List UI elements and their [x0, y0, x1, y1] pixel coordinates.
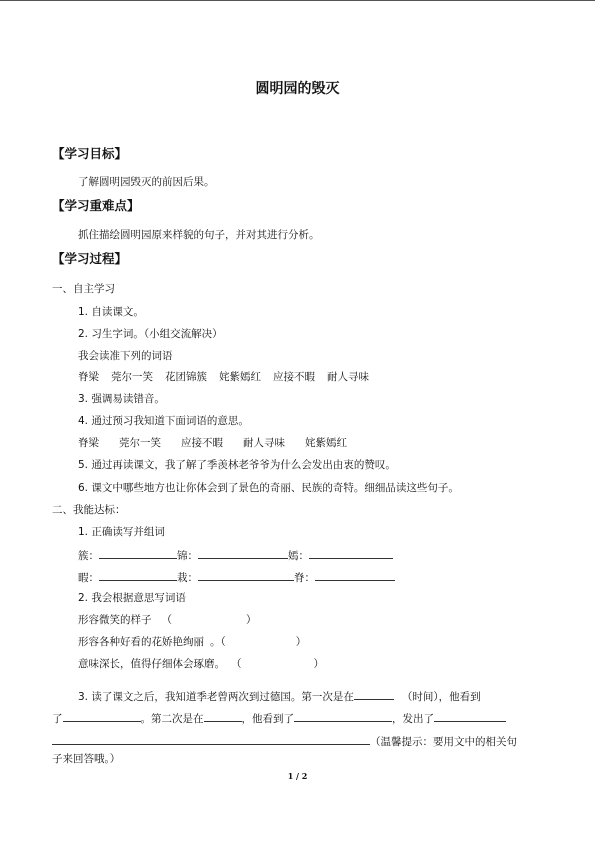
part2-heading: 二、我能达标： [52, 504, 126, 516]
word: 应接不暇 [181, 437, 223, 449]
key-text: 抓住描绘圆明园原来样貌的句子，并对其进行分析。 [78, 229, 320, 241]
answer-blank[interactable] [204, 710, 242, 722]
answer-blank[interactable] [99, 547, 177, 559]
question-text: ，他看到了 [241, 713, 294, 725]
meaning-text: 形容微笑的样子 [78, 614, 152, 626]
word: 耐人寻味 [243, 437, 285, 449]
question-2: 2. 我会根据意思写词语 [78, 592, 186, 604]
period: 。 [210, 636, 221, 648]
item-1: 1. 自读课文。 [78, 306, 144, 318]
word: 脊梁 [78, 371, 99, 383]
answer-blank[interactable] [63, 710, 141, 722]
item-3: 3. 强调易读错音。 [78, 393, 165, 405]
word: 莞尔一笑 [111, 371, 153, 383]
read-intro: 我会读准下列的词语 [78, 350, 173, 362]
word-row-2 [78, 569, 395, 585]
question-3-line-4: 子来回答哦。） [52, 753, 121, 765]
paren-close: ） [246, 614, 257, 626]
meaning-text: 意味深长，值得仔细体会琢磨。 [78, 658, 225, 670]
paren-close: ） [295, 636, 307, 648]
question-text: ，发出了 [392, 713, 434, 725]
paren-close: ） [313, 658, 324, 670]
word: 莞尔一笑 [119, 437, 161, 449]
word-row-1 [78, 547, 393, 563]
hint-text: （温馨提示：要用文中的相关句 [370, 736, 517, 748]
meaning-2 [78, 635, 306, 649]
char-prompt: 脊： [294, 572, 315, 584]
word: 应接不暇 [273, 371, 315, 383]
answer-blank[interactable] [315, 569, 395, 581]
page-number: 1 / 2 [287, 771, 308, 781]
question-3-line-1 [78, 688, 481, 704]
answer-blank[interactable] [198, 547, 288, 559]
question-text: 3. 读了课文之后，我知道季老曾两次到过德国。第一次是在 [78, 691, 354, 703]
char-prompt: 锦： [177, 550, 198, 562]
char-prompt: 栽： [177, 572, 198, 584]
answer-blank[interactable] [198, 569, 294, 581]
item-6: 6. 课文中哪些地方也让你体会到了景色的奇丽、民族的奇特。细细品读这些句子。 [78, 482, 459, 494]
word-list-2 [78, 436, 347, 450]
word: 姹紫嫣红 [305, 437, 347, 449]
question-text: 了 [52, 713, 63, 725]
goal-text: 了解圆明园毁灭的前因后果。 [78, 176, 215, 188]
char-prompt: 簇： [78, 550, 99, 562]
question-3-line-3 [52, 733, 517, 749]
question-1: 1. 正确读写并组词 [78, 526, 165, 538]
meaning-text: 形容各种好看的花娇艳绚丽 [78, 636, 204, 648]
word: 耐人寻味 [327, 371, 369, 383]
answer-blank[interactable] [354, 688, 394, 700]
process-heading: 【学习过程】 [52, 251, 128, 266]
paren-open: （ [161, 614, 172, 626]
word: 花团锦簇 [165, 371, 207, 383]
answer-blank[interactable] [99, 569, 177, 581]
answer-blank[interactable] [52, 733, 370, 745]
question-3-line-2 [52, 710, 506, 726]
question-text: （时间），他看到 [401, 691, 481, 703]
answer-blank[interactable] [434, 710, 506, 722]
char-prompt: 嫣： [288, 550, 309, 562]
page-title: 圆明园的毁灭 [255, 81, 340, 97]
paren-open: （ [220, 636, 226, 648]
answer-blank[interactable] [294, 710, 392, 722]
meaning-1 [78, 613, 257, 627]
meaning-3 [78, 657, 324, 671]
part1-heading: 一、自主学习 [52, 283, 115, 295]
paren-open: （ [231, 658, 242, 670]
word: 姹紫嫣红 [219, 371, 261, 383]
item-2: 2. 习生字词。（小组交流解决） [78, 328, 223, 340]
question-text: 。第二次是在 [140, 713, 204, 725]
char-prompt: 暇： [78, 572, 99, 584]
goal-heading: 【学习目标】 [52, 146, 128, 161]
word-list-1 [78, 370, 369, 384]
word: 脊梁 [78, 437, 99, 449]
key-heading: 【学习重难点】 [52, 198, 140, 213]
item-4: 4. 通过预习我知道下面词语的意思。 [78, 415, 249, 427]
top-rule [0, 0, 595, 1]
answer-blank[interactable] [309, 547, 393, 559]
item-5: 5. 通过再读课文，我了解了季羡林老爷爷为什么会发出由衷的赞叹。 [78, 459, 396, 471]
